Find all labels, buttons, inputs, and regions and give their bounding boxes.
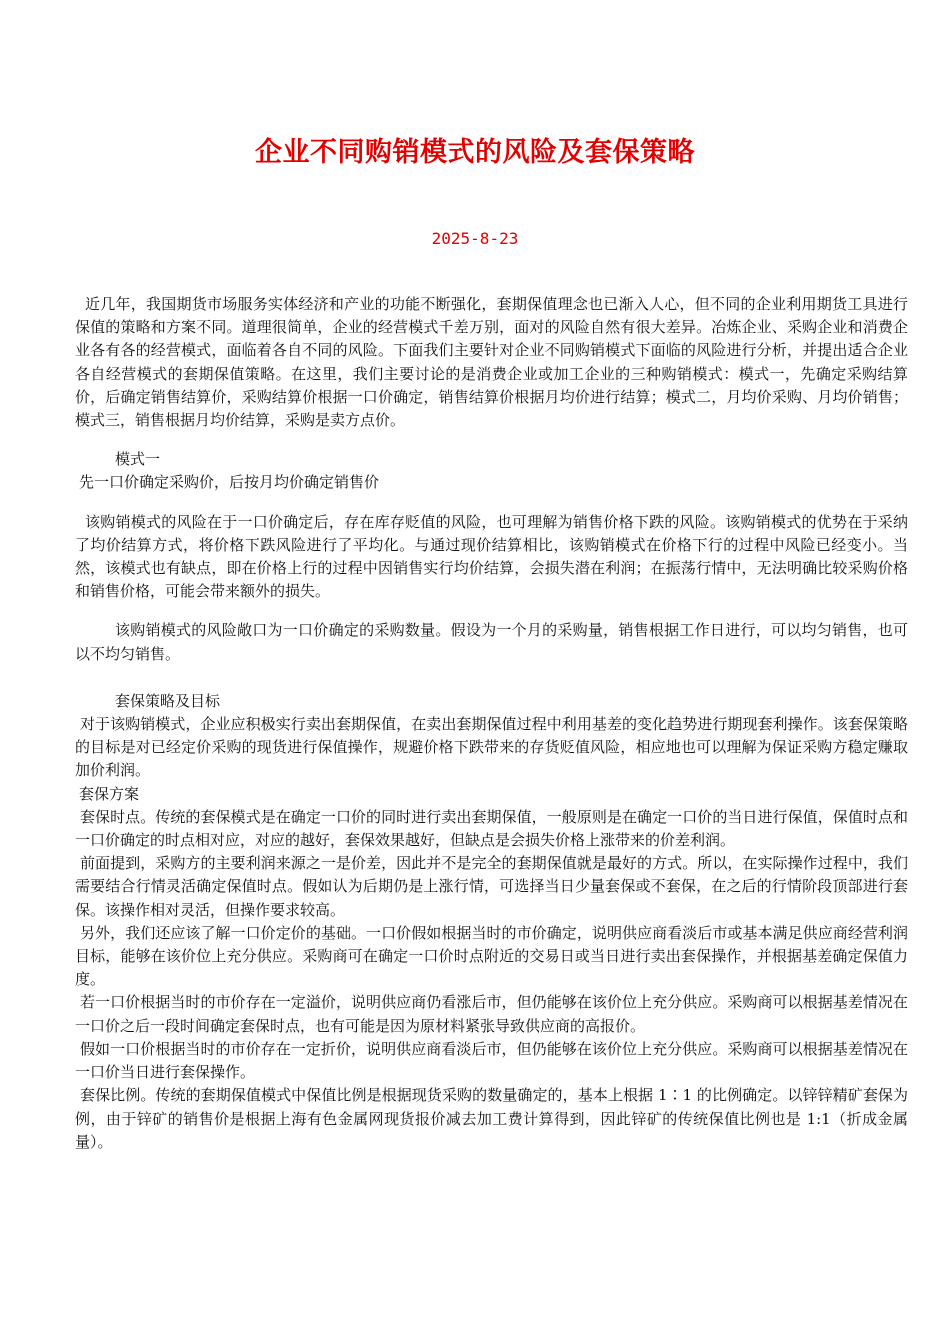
basis-paragraph: 另外，我们还应该了解一口价定价的基础。一口价假如根据当时的市价确定，说明供应商看淡后市或基本满足供应商经营利润目标，能够在该价位上充分供应。采购商可在确定一口价时点附近的交易日或当日进行卖出套保操作，并根据基差确定保值力度。 xyxy=(75,923,908,989)
mode1-subheading: 先一口价确定采购价，后按月均价确定销售价 xyxy=(79,473,380,492)
document-body xyxy=(75,293,908,1154)
document-title: 企业不同购销模式的风险及套保策略 xyxy=(255,137,695,168)
plan-heading: 套保方案 xyxy=(79,784,140,803)
document-date: 2025-8-23 xyxy=(431,229,519,248)
intro-paragraph: 近几年，我国期货市场服务实体经济和产业的功能不断强化，套期保值理念也已渐入人心，但不同的企业利用期货工具进行保值的策略和方案不同。道理很简单，企业的经营模式千差万别，面对的风险自然有很大差异。冶炼企业、采购企业和消费企业各有各的经营模式，面临着各自不同的风险。下面我们主要针对企业不同购销模式下面临的风险进行分析，并提出适合企业各自经营模式的套期保值策略。在这里，我们主要讨论的是消费企业或加工企业的三种购销模式：模式一，先确定采购结算价，后确定销售结算价，采购结算价根据一口价确定，销售结算价根据月均价进行结算；模式二，月均价采购、月均价销售；模式三，销售根据月均价结算，采购是卖方点价。 xyxy=(75,295,908,430)
strategy-paragraph: 对于该购销模式，企业应积极实行卖出套期保值，在卖出套期保值过程中利用基差的变化趋势进行期现套利操作。该套保策略的目标是对已经定价采购的现货进行保值操作，规避价格下跌带来的存货贬值风险，相应地也可以理解为保证采购方稳定赚取加价利润。 xyxy=(75,715,908,780)
timing-paragraph: 套保时点。传统的套保模式是在确定一口价的同时进行卖出套期保值，一般原则是在确定一口价的当日进行保值，保值时点和一口价确定的时点相对应，对应的越好，套保效果越好，但缺点是会损失价格上涨带来的价差利润。 xyxy=(75,807,908,850)
discount-paragraph: 假如一口价根据当时的市价存在一定折价，说明供应商看淡后市，但仍能够在该价位上充分供应。采购商可以根据基差情况在一口价当日进行套保操作。 xyxy=(75,1039,908,1082)
premium-paragraph: 若一口价根据当时的市价存在一定溢价，说明供应商仍看涨后市，但仍能够在该价位上充分供应。采购商可以根据基差情况在一口价之后一段时间确定套保时点，也有可能是因为原材料紧张导致供应商的高报价。 xyxy=(75,993,908,1035)
mode1-risk-paragraph: 该购销模式的风险在于一口价确定后，存在库存贬值的风险，也可理解为销售价格下跌的风险。该购销模式的优势在于采纳了均价结算方式，将价格下跌风险进行了平均化。与通过现价结算相比，该购销模式在价格下行的过程中风险已经变小。当然，该模式也有缺点，即在价格上行的过程中因销售实行均价结算，会损失潜在利润；在振荡行情中，无法明确比较采购价格和销售价格，可能会带来额外的损失。 xyxy=(75,512,908,601)
ratio-paragraph: 套保比例。传统的套期保值模式中保值比例是根据现货采购的数量确定的，基本上根据 1∶1 的比例确定。以锌锌精矿套保为例，由于锌矿的销售价是根据上海有色金属网现货报价减去加工费计算得到，因此锌矿的传统保值比例也是 1:1（折成金属量）。 xyxy=(75,1086,908,1151)
strategy-heading: 套保策略及目标 xyxy=(115,691,221,710)
flexible-paragraph: 前面提到，采购方的主要利润来源之一是价差，因此并不是完全的套期保值就是最好的方式。所以，在实际操作过程中，我们需要结合行情灵活确定保值时点。假如认为后期仍是上涨行情，可选择当日少量套保或不套保，在之后的行情阶段顶部进行套保。该操作相对灵活，但操作要求较高。 xyxy=(75,854,908,919)
mode1-heading: 模式一 xyxy=(115,450,161,469)
mode1-exposure-paragraph: 该购销模式的风险敞口为一口价确定的采购数量。假设为一个月的采购量，销售根据工作日进行，可以均匀销售，也可以不均匀销售。 xyxy=(75,621,908,663)
